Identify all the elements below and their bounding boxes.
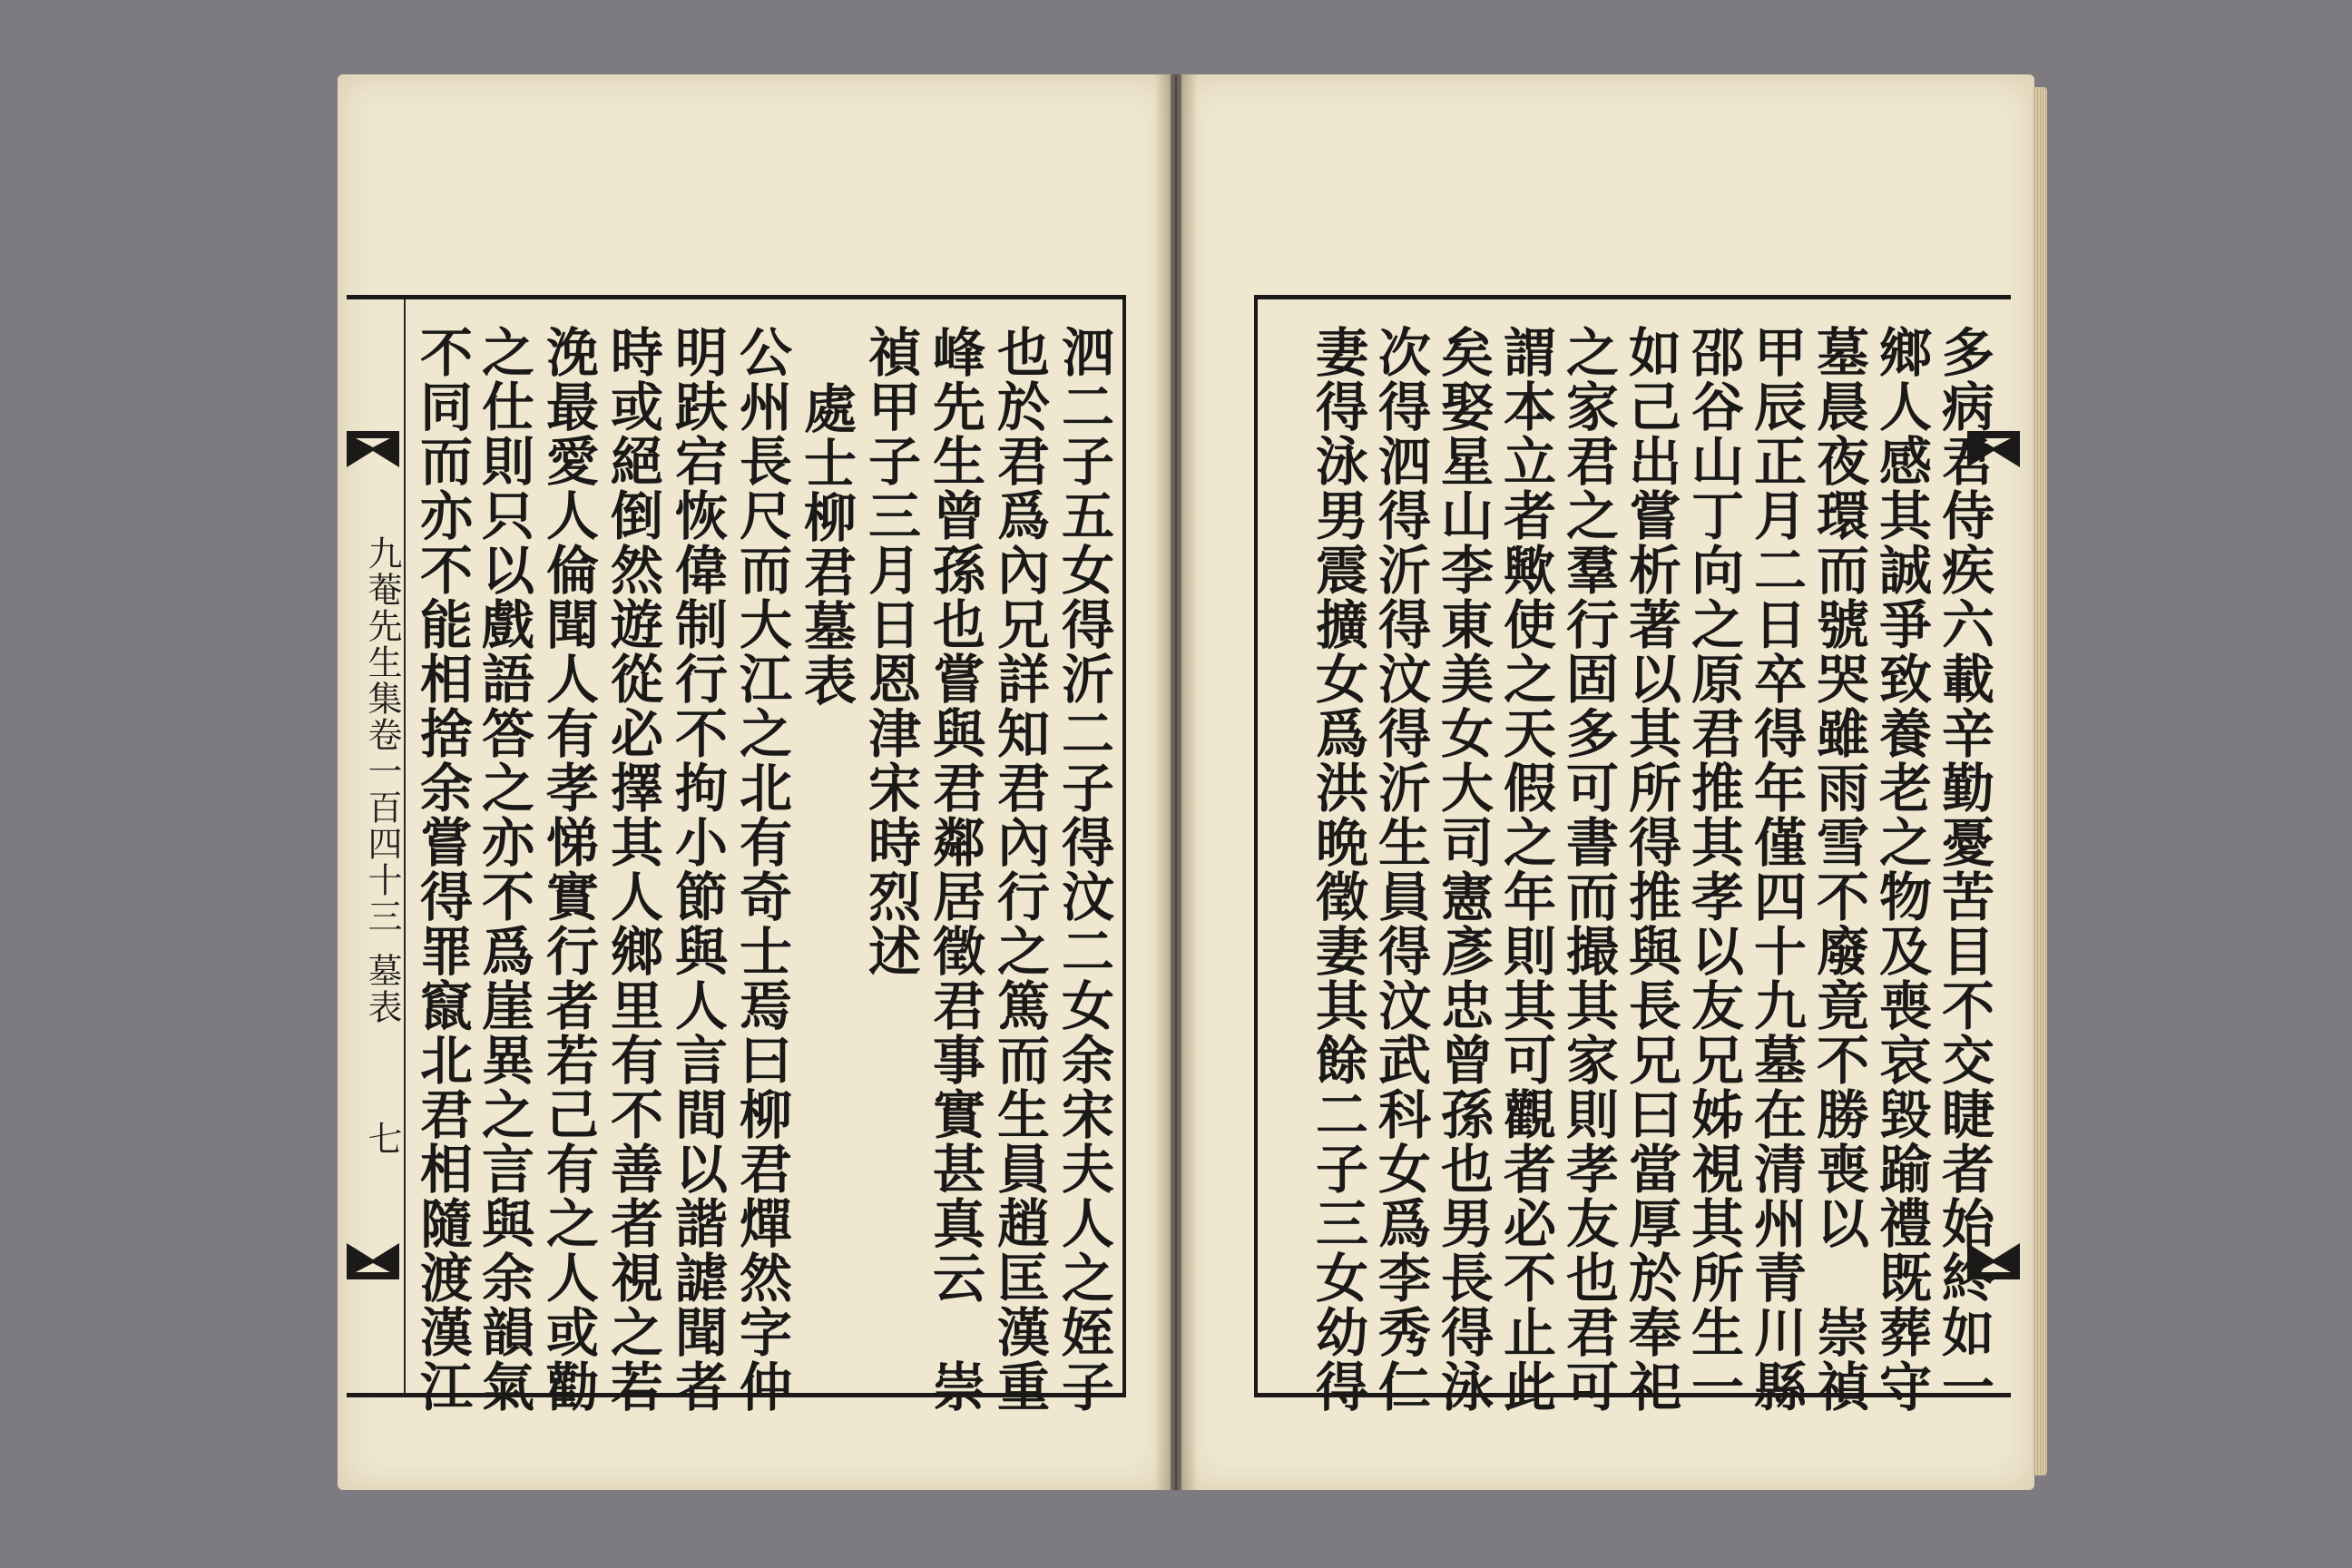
text-column: 如己出嘗析著以其所得推與長兄曰當厚於奉祀 [1620,325,1681,1414]
text-column: 之仕則只以戲語答之亦不爲崖異之言與余韻氣 [473,325,534,1414]
text-column: 浼最愛人倫聞人有孝悌實行者若己有之人或勸 [537,325,599,1414]
text-column: 甲辰正月二日卒得年僅四十九墓在清州青川縣 [1745,325,1807,1414]
text-column: 墓晨夜環而號哭雖雨雪不廢竟不勝喪以 崇禎 [1808,325,1869,1414]
text-column: 次得泗得沂得汶得沂生員得汶武科女爲李秀仁 [1369,325,1431,1414]
text-column: 邵谷山丁向之原君推其孝以友兄姊視其所生一 [1682,325,1744,1414]
leaf-number: 七 [362,1121,402,1157]
text-column: 鄉人感其誠爭致養老之物及喪哀毀踰禮既葬守 [1870,325,1932,1414]
section-label: 墓表 [362,953,402,1025]
text-column: 時或絕倒然遊從必擇其人鄉里有不善者視之若 [602,325,663,1414]
collection-title: 九菴先生集卷一百四十三 [362,535,402,935]
left-text-frame [347,295,1126,1414]
text-column: 泗二子五女得沂二子得汶二女余宋夫人之姪子 [1053,325,1114,1414]
page-edges [2033,87,2047,1475]
open-book [338,74,2034,1490]
text-column: 也於君爲內兄詳知君內行之篤而生員趙匡漢重 [988,325,1050,1414]
text-column: 峰先生曾孫也嘗與君鄰居徵君事實甚真云 崇 [924,325,985,1414]
text-column: 謂本立者歟使之天假之年則其可觀者必不止此 [1494,325,1556,1414]
text-column: 之家君之羣行固多可書而撮其家則孝友也君可 [1557,325,1619,1414]
text-column: 矣娶星山李東美女大司憲彥忠曾孫也男長得泳 [1432,325,1494,1414]
text-column: 禎甲子三月日恩津宋時烈述 [859,325,921,978]
text-column: 多病君侍疾六載辛勤憂苦目不交睫者始終如一 [1933,325,1994,1414]
fishtail-mark-top [347,431,399,467]
text-column: 不同而亦不能相捨余嘗得罪竄北君相隨渡漢江 [411,325,473,1414]
text-column: 妻得泳男震擴女爲洪晩徵妻其餘二子三女幼得 [1307,325,1368,1414]
text-column: 明趺宕恢偉制行不拘小節與人言間以諧謔聞者 [666,325,728,1414]
right-text-frame [1254,295,2011,1414]
text-column: 公州長尺而大江之北有奇士焉曰柳君燀然字仲 [730,325,792,1414]
fishtail-mark-bottom [347,1243,399,1279]
section-heading: 處士柳君墓表 [795,381,857,708]
book-spine [1154,74,1198,1490]
